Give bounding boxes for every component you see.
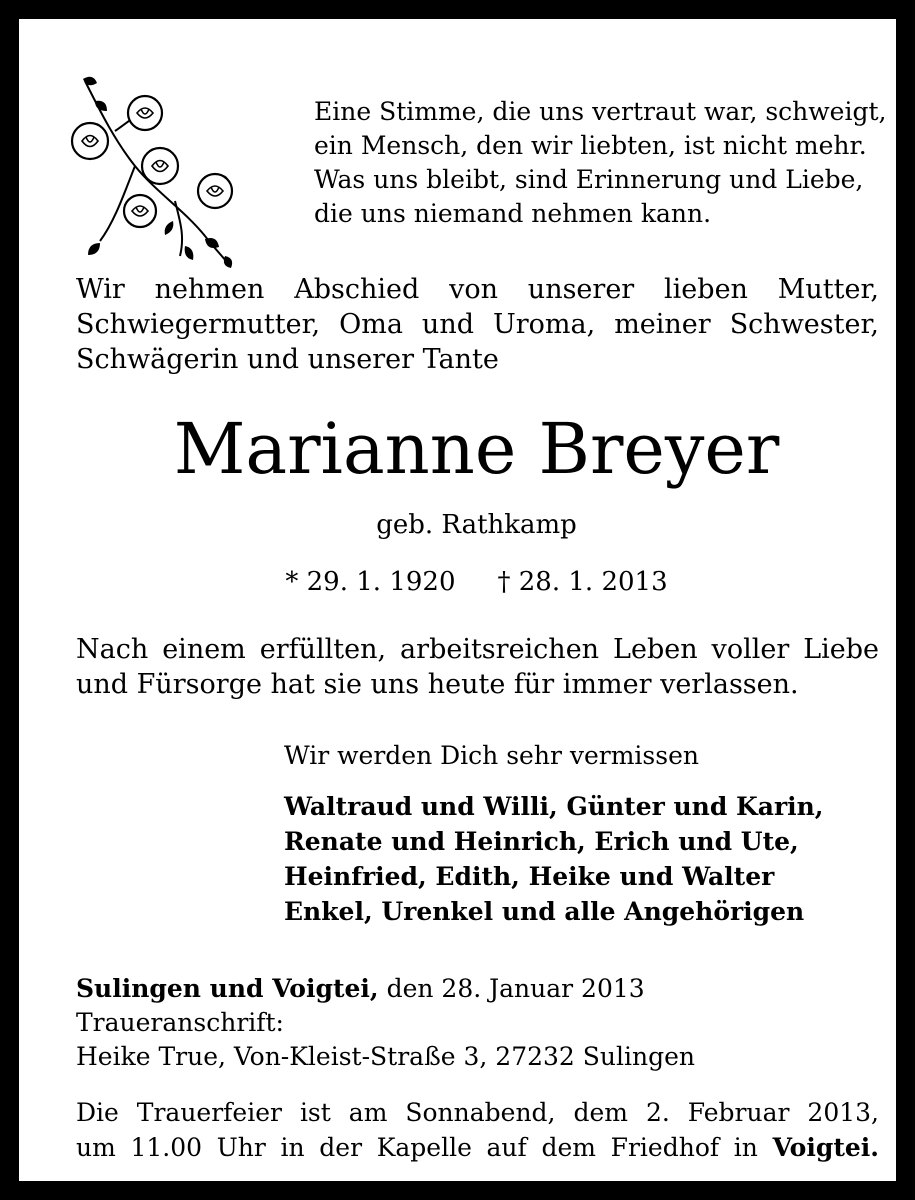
poem-line: die uns niemand nehmen kann. — [314, 199, 712, 228]
family-line: Enkel, Urenkel und alle Angehörigen — [284, 897, 805, 926]
life-paragraph — [76, 632, 879, 702]
death-date: † 28. 1. 2013 — [497, 567, 668, 597]
ceremony-info — [76, 1095, 879, 1165]
intro-line: Wir nehmen Abschied von unserer lieben Mutter, — [76, 274, 879, 305]
intro-paragraph — [76, 272, 879, 377]
notice-date: den 28. Januar 2013 — [378, 974, 645, 1003]
ceremony-line — [76, 1130, 879, 1165]
deceased-name: Marianne Breyer — [173, 408, 780, 490]
life-line: Nach einem erfüllten, arbeitsreichen Leben voller Liebe — [76, 634, 879, 665]
roses-illustration — [55, 71, 265, 271]
address-label: Traueranschrift: — [76, 1008, 284, 1037]
poem — [314, 95, 886, 231]
life-dates — [19, 565, 915, 599]
place-and-address — [76, 972, 695, 1074]
place-date-line — [76, 972, 695, 1006]
ceremony-line: Die Trauerfeier ist am Sonnabend, dem 2. Februar 2013, — [76, 1098, 879, 1127]
family-line: Heinfried, Edith, Heike und Walter — [284, 862, 775, 891]
intro-line: Schwiegermutter, Oma und Uroma, meiner Schwester, — [76, 309, 879, 340]
birth-date: * 29. 1. 1920 — [285, 567, 456, 597]
intro-line: Schwägerin und unserer Tante — [76, 344, 499, 375]
poem-line: ein Mensch, den wir liebten, ist nicht mehr. — [314, 131, 867, 160]
family-list — [284, 789, 824, 929]
family-line: Renate und Heinrich, Erich und Ute, — [284, 827, 799, 856]
address: Heike True, Von-Kleist-Straße 3, 27232 Sulingen — [76, 1042, 696, 1071]
ceremony-text: um 11.00 Uhr in der Kapelle auf dem Friedhof in — [76, 1133, 773, 1162]
maiden-name: geb. Rathkamp — [376, 510, 577, 540]
poem-line: Eine Stimme, die uns vertraut war, schweigt, — [314, 97, 887, 126]
ceremony-place: Voigtei. — [772, 1133, 879, 1162]
poem-line: Was uns bleibt, sind Erinnerung und Liebe, — [314, 165, 864, 194]
family-line: Waltraud und Willi, Günter und Karin, — [284, 792, 824, 821]
miss-text: Wir werden Dich sehr vermissen — [284, 741, 699, 770]
location: Sulingen und Voigtei, — [76, 974, 379, 1003]
life-line: und Fürsorge hat sie uns heute für immer verlassen. — [76, 669, 799, 700]
